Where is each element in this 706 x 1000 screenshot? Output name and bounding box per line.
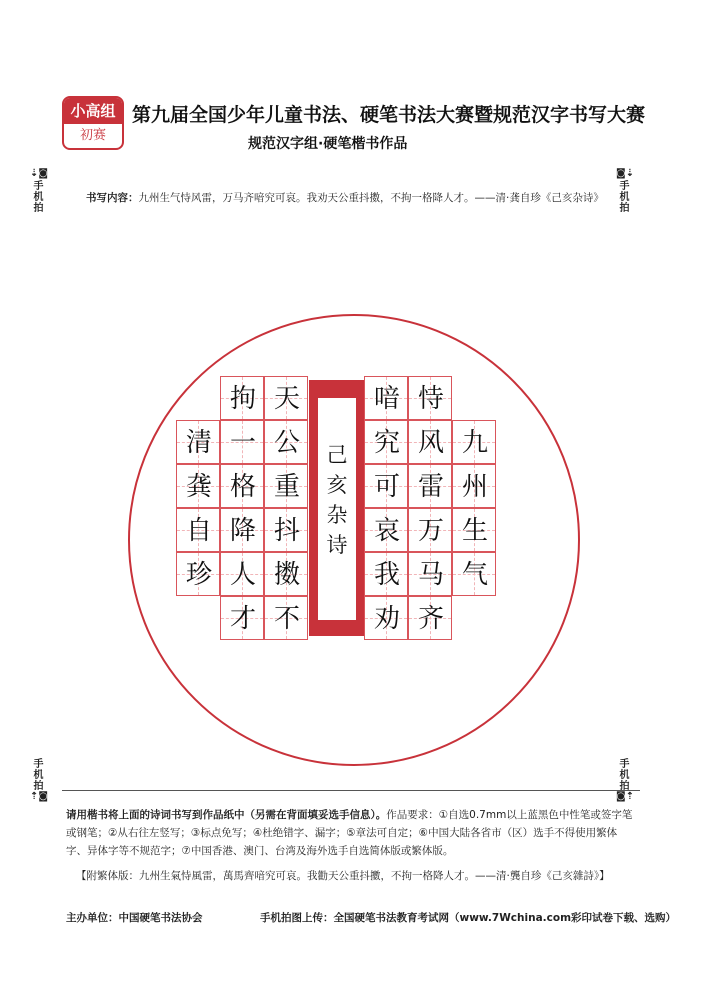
photo-marker-label: 手机拍 [617, 758, 628, 791]
poem-title [318, 440, 356, 560]
poem-char: 哀 [373, 516, 400, 546]
grid-cell [264, 552, 308, 596]
divider-line [62, 790, 640, 791]
poem-char: 恃 [417, 384, 444, 414]
grid-cell [408, 464, 452, 508]
photo-marker-top-left [30, 168, 49, 213]
grid-cell [408, 376, 452, 420]
poem-char: 人 [229, 560, 256, 590]
photo-marker-label: 手机拍 [31, 758, 42, 791]
grid-cell [452, 552, 496, 596]
grid-cell [264, 508, 308, 552]
photo-marker-label: 手机拍 [31, 180, 42, 213]
grid-cell [176, 508, 220, 552]
poem-char: 雷 [417, 472, 444, 502]
poem-char: 万 [417, 516, 444, 546]
poem-char: 风 [417, 428, 444, 458]
poem-char: 珍 [185, 560, 212, 590]
photo-marker-label: 手机拍 [617, 180, 628, 213]
grid-cell [452, 508, 496, 552]
grid-cell [364, 508, 408, 552]
poem-char: 九 [461, 428, 488, 458]
camera-arrow-down-icon: ◙⇣ [616, 168, 635, 179]
poem-char: 拘 [229, 384, 256, 414]
grid-cell [364, 376, 408, 420]
round-label: 初赛 [79, 128, 106, 143]
poem-char: 喑 [373, 384, 400, 414]
photo-marker-bottom-left [30, 758, 49, 803]
poem-title-char: 亥 [326, 473, 348, 497]
page-title: 第九届全国少年儿童书法、硬笔书法大赛暨规范汉字书写大赛 [132, 104, 646, 126]
grid-cell [220, 464, 264, 508]
grid-cell [176, 552, 220, 596]
arrow-up-camera-icon: ⇡◙ [30, 791, 49, 802]
poem-char: 清 [185, 428, 212, 458]
instructions [66, 806, 638, 860]
poem-char: 降 [229, 516, 256, 546]
grid-cell [176, 420, 220, 464]
poem-char: 我 [373, 560, 400, 590]
grid-cell [264, 596, 308, 640]
poem-char: 自 [185, 516, 212, 546]
content-label: 书写内容： [86, 192, 139, 204]
photo-marker-bottom-right [616, 758, 635, 803]
grid-cell [408, 552, 452, 596]
grid-cell [408, 508, 452, 552]
grid-cell [364, 552, 408, 596]
poem-char: 天 [273, 384, 300, 414]
grid-cell [364, 420, 408, 464]
poem-char: 抖 [273, 516, 300, 546]
poem-char: 齐 [417, 604, 444, 634]
poem-char: 一 [229, 428, 256, 458]
page-subtitle: 规范汉字组·硬笔楷书作品 [248, 136, 408, 152]
camera-arrow-up-icon: ◙⇡ [616, 791, 635, 802]
poem-char: 格 [229, 472, 256, 502]
content-line [86, 190, 604, 205]
footer-organizer: 主办单位：中国硬笔书法协会 [66, 912, 203, 924]
grid-cell [220, 596, 264, 640]
grid-cell [264, 376, 308, 420]
photo-marker-top-right [616, 168, 635, 213]
poem-char: 生 [461, 516, 488, 546]
poem-char: 重 [273, 472, 300, 502]
poem-char: 公 [273, 428, 300, 458]
poem-title-char: 己 [326, 443, 348, 467]
grid-cell [176, 464, 220, 508]
grid-cell [264, 420, 308, 464]
poem-char: 才 [229, 604, 256, 634]
footer-upload: 手机拍图上传：全国硬笔书法教育考试网（www.7Wchina.com彩印试卷下载、选购） [260, 912, 677, 924]
grid-cell [264, 464, 308, 508]
poem-title-char: 杂 [326, 503, 348, 527]
poem-char: 马 [417, 560, 444, 590]
group-badge [62, 96, 124, 150]
grid-cell [220, 420, 264, 464]
grid-cell [408, 596, 452, 640]
instructions-lead: 请用楷书将上面的诗词书写到作品纸中（另需在背面填妥选手信息）。 [66, 809, 387, 821]
grid-cell [220, 508, 264, 552]
grid-cell [220, 552, 264, 596]
poem-char: 州 [461, 472, 488, 502]
instructions-body: 作品要求：①自选0.7mm以上蓝黑色中性笔或签字笔或钢笔；②从右往左竖写；③标点免写；④杜绝错字、漏字；⑤章法可自定；⑥中国大陆各省市（区）选手不得使用繁体字、异体字等不规范字；⑦中国香港、澳门、台湾及海外选手自选简体版或繁体版。 [66, 809, 633, 857]
poem-char: 劝 [373, 604, 400, 634]
grid-cell [452, 420, 496, 464]
poem-char: 可 [373, 472, 400, 502]
grid-cell [452, 464, 496, 508]
poem-char: 究 [373, 428, 400, 458]
poem-char: 不 [273, 604, 300, 634]
arrow-down-camera-icon: ⇣◙ [30, 168, 49, 179]
grid-cell [220, 376, 264, 420]
grid-cell [364, 596, 408, 640]
grid-cell [408, 420, 452, 464]
poem-title-char: 诗 [326, 533, 348, 557]
poem-char: 擞 [273, 560, 300, 590]
traditional-version: 【附繁体版：九州生氣恃風雷，萬馬齊喑究可哀。我勸天公重抖擻，不拘一格降人才。——清·龔自珍《己亥雜詩》】 [76, 870, 610, 882]
poem-char: 气 [461, 560, 488, 590]
grid-cell [364, 464, 408, 508]
poem-char: 龚 [185, 472, 212, 502]
group-label: 小高组 [64, 98, 122, 124]
content-text: 九州生气恃风雷，万马齐喑究可哀。我劝天公重抖擞，不拘一格降人才。——清·龚自珍《己亥杂诗》 [138, 192, 604, 204]
